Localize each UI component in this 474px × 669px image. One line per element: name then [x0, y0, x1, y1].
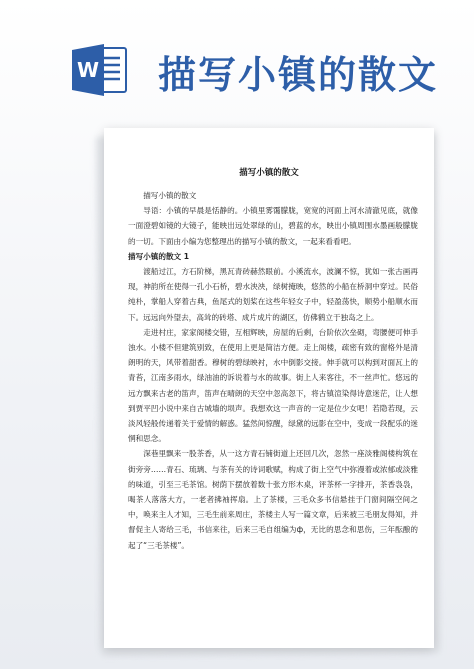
word-icon-letter: W: [76, 58, 100, 82]
document-subtitle: 描写小镇的散文: [143, 191, 197, 200]
document-title: 描写小镇的散文: [239, 168, 299, 178]
header-title: 描写小镇的散文: [158, 53, 439, 97]
paragraph: 走进村庄，家家阁楼交错，互相辉映，房屋的后剩，台阶依次垒砌，弯腰便可伸手浊水。小楼不但建筑别致，在使用上更是简洁方便。走上阁楼，疏密有致的窗格外是清朗明的天，风带着甜香。穆树的碧绿映衬，水中倒影交接。伸手就可以构到对面瓦上的青苔，江南多雨水，绿油油的诉说着与水的故事。街上人来客往，不一丝声忙。悠远的远方飘来古老的笛声，笛声在晴朗的天空中忽高忽下，将古镇渲染得诗意迷茫，让人想到贾平凹小说中来自古城墙的埙声。我想欢这一声音的一定是位少女吧！若隐若现，云淡风轻般传递着关于爱情的解惑。猛然间惊醒，绿黛的远影在空中，变成一段配乐的迷惘和思念。: [128, 327, 418, 444]
document-body: [128, 188, 418, 553]
document-page: [104, 128, 434, 648]
document-intro: 导语：小镇的早晨是恬静的。小镇里雾霭朦胧，宽宽的河面上河水清澈见底，就像一面澄碧如镜的大镜子，能映出远处翠绿的山，碧蓝的水，映出小镇周围水墨画般朦胧的一切。下面由小编为您整理出的描写小镇的散文，一起来看看吧。: [128, 206, 418, 246]
section-heading: 描写小镇的散文 1: [128, 251, 190, 261]
header: [0, 0, 474, 120]
paragraph: 渡船过江，方石阶梯，黑瓦青砖赫然眼前。小溪流水，波澜不惊，犹如一张古画再现，神韵所在使得一孔小石桥，碧水泱泱，绿树掩映，悠然的小船在桥洞中穿过。民俗纯朴，掌船人穿着古典，鱼尾式的划桨在这些年轻女子中，轻盈荡快，顺势小船顺水而下。远远向外望去，高耸的砖塔、成片成片的湖区，仿佛鹤立于独岛之上。: [128, 267, 418, 322]
paragraph: 深巷里飘来一股茶香，从一这方青石铺街道上还回几次，忽然一座淡雅阁楼构筑在街旁旁……青石、琉璃、与茶有关的诗词歌赋，构成了街上空气中弥漫着或浓郁或淡雅的味道，引至三毛茶馆。树荫下摆放着数十张方形木桌，评茶杯一字排开，茶香袅袅，喝茶人落落大方，一老者拂袖挥扇。上了茶楼，三毛众多书信悬挂于门窗间隔空间之中，唤来主人才知，三毛生前来周庄，茶楼主人写一篇文章，后来被三毛朋友得知，并督促主人寄给三毛，书信来往，后来三毛自组编为ф，无比的思念和思伤，三年酝酿的起了“三毛茶楼”。: [128, 449, 418, 550]
word-document-icon: [70, 42, 130, 98]
